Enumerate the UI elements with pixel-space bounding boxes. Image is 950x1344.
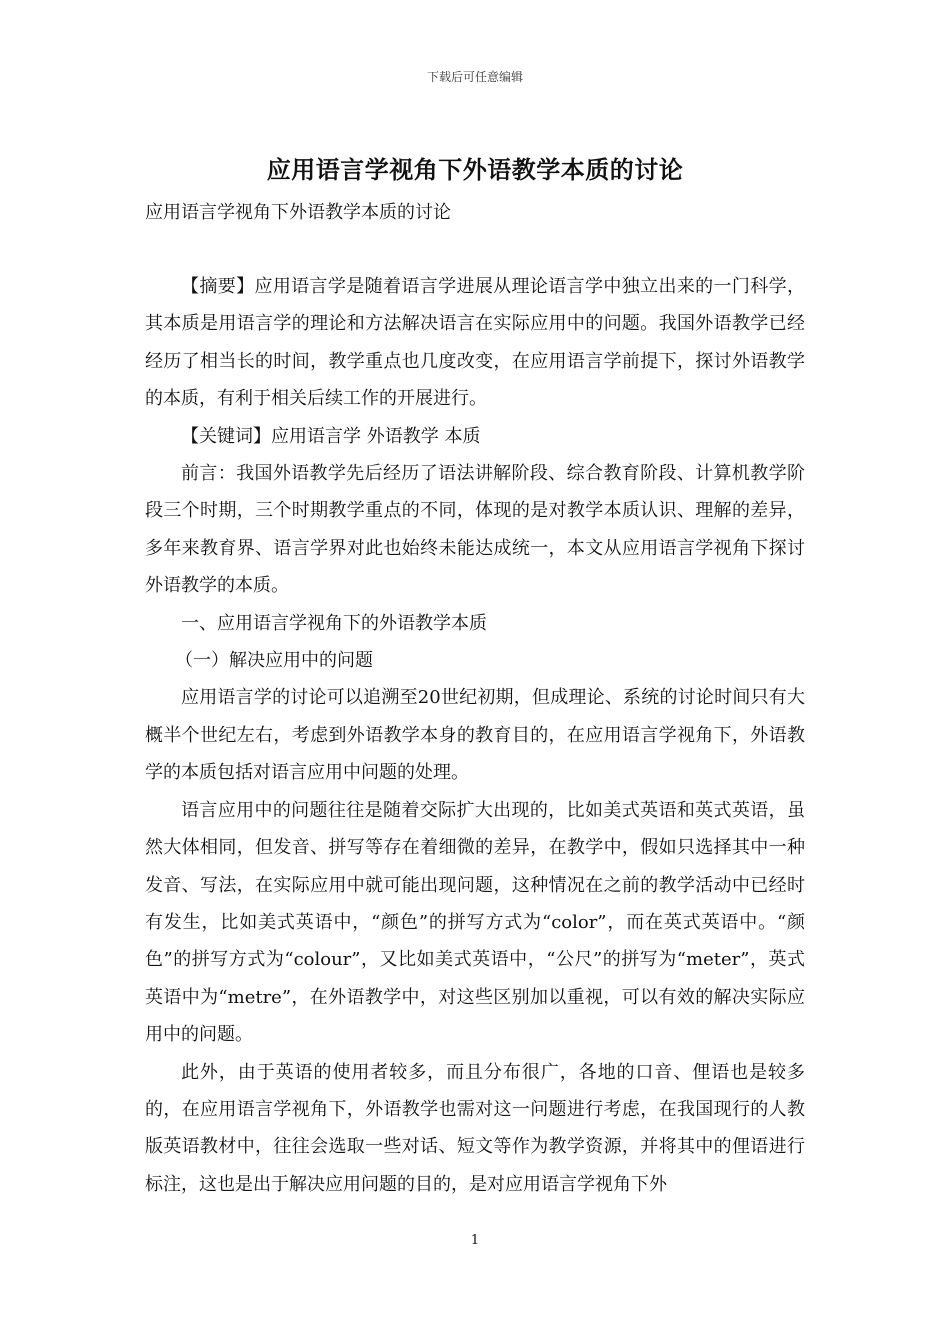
body-paragraph: 应用语言学的讨论可以追溯至20世纪初期，但成理论、系统的讨论时间只有大概半个世纪左右，考虑到外语教学本身的教育目的，在应用语言学视角下，外语教学的本质包括对语言应用中问题的处理。 bbox=[145, 687, 805, 784]
document-body bbox=[145, 268, 805, 1203]
subsection-heading-1: （一）解决应用中的问题 bbox=[175, 650, 373, 672]
body-paragraph: 语言应用中的问题往往是随着交际扩大出现的，比如美式英语和英式英语，虽然大体相同，但发音、拼写等存在着细微的差异，在教学中，假如只选择其中一种发音、写法，在实际应用中就可能出现问题，这种情况在之前的教学活动中已经时有发生，比如美式英语中，“颜色”的拼写方式为“color”，而在英式英语中。“颜色”的拼写方式为“colour”，又比如美式英语中，“公尺”的拼写为“meter”，英式英语中为“metre”，在外语教学中，对这些区别加以重视，可以有效的解决实际应用中的问题。 bbox=[145, 799, 805, 1046]
keywords-paragraph: 【关键词】应用语言学 外语教学 本质 bbox=[181, 425, 481, 447]
section-heading-1: 一、应用语言学视角下的外语教学本质 bbox=[181, 612, 487, 634]
header-note: 下载后可任意编辑 bbox=[426, 70, 523, 84]
preface-paragraph: 前言：我国外语教学先后经历了语法讲解阶段、综合教育阶段、计算机教学阶段三个时期，三个时期教学重点的不同，体现的是对教学本质认识、理解的差异，多年来教育界、语言学界对此也始终未能达成统一，本文从应用语言学视角下探讨外语教学的本质。 bbox=[145, 463, 805, 597]
abstract-paragraph: 【摘要】应用语言学是随着语言学进展从理论语言学中独立出来的一门科学，其本质是用语言学的理论和方法解决语言在实际应用中的问题。我国外语教学已经经历了相当长的时间，教学重点也几度改变，在应用语言学前提下，探讨外语教学的本质，有利于相关后续工作的开展进行。 bbox=[145, 276, 805, 410]
document-title: 应用语言学视角下外语教学本质的讨论 bbox=[266, 155, 684, 184]
body-paragraph: 此外，由于英语的使用者较多，而且分布很广，各地的口音、俚语也是较多的，在应用语言学视角下，外语教学也需对这一问题进行考虑，在我国现行的人教版英语教材中，往往会选取一些对话、短文等作为教学资源，并将其中的俚语进行标注，这也是出于解决应用问题的目的，是对应用语言学视角下外 bbox=[145, 1061, 805, 1195]
document-subtitle: 应用语言学视角下外语教学本质的讨论 bbox=[145, 202, 451, 223]
page-number: 1 bbox=[470, 1233, 480, 1248]
